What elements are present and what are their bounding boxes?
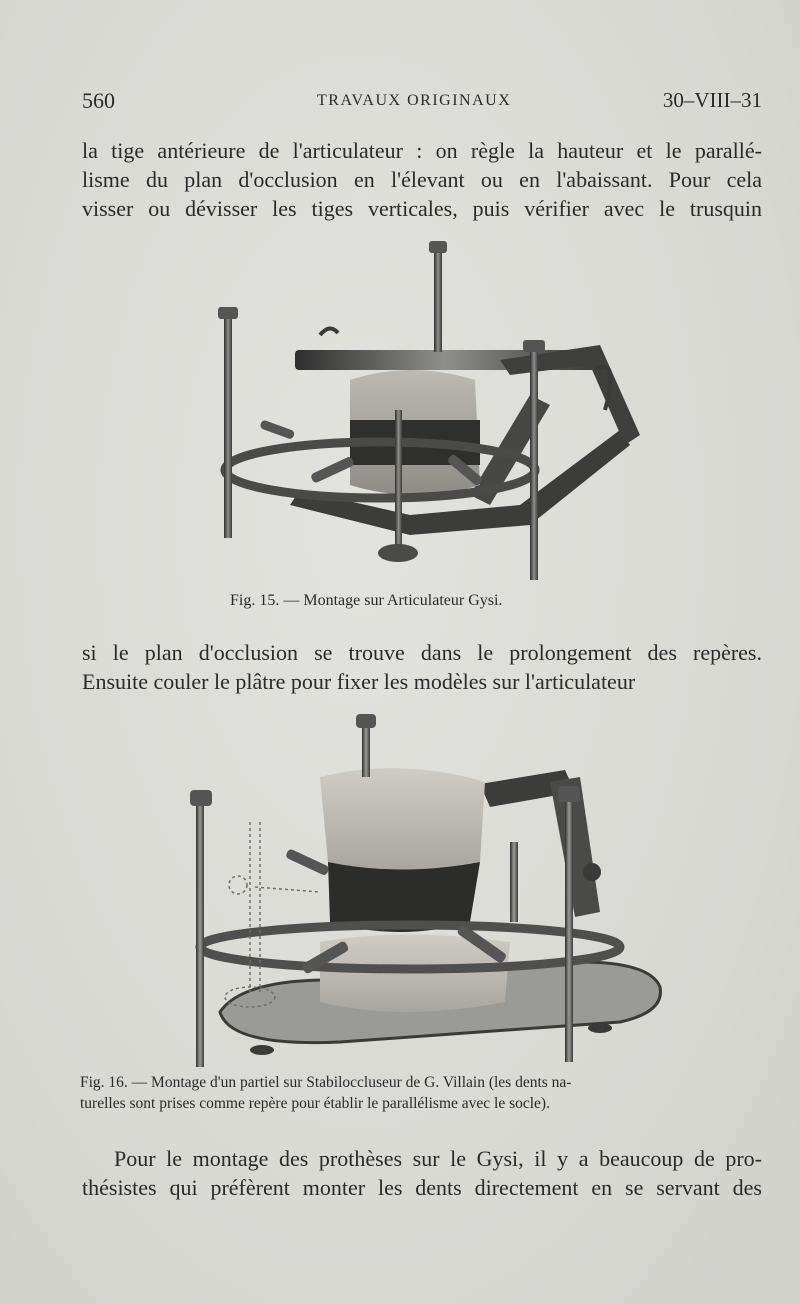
paragraph-2 [82,638,762,696]
text-line: lisme du plan d'occlusion en l'élevant ou en l'abaissant. Pour cela [82,167,762,192]
paragraph-3 [82,1144,762,1202]
text-line: Ensuite couler le plâtre pour fixer les modèles sur l'articulateur [82,669,636,694]
figure-15-caption: Fig. 15. — Montage sur Articulateur Gysi. [230,592,503,609]
page-number: 560 [82,88,115,113]
paragraph-1 [82,136,762,223]
text-line: Pour le montage des prothèses sur le Gysi, il y a beaucoup de pro- [114,1146,762,1171]
caption-line: Fig. 16. — Montage d'un partiel sur Stabiloccluseur de G. Villain (les dents na- [80,1074,572,1091]
figure-15-articulator-illustration [200,235,660,590]
text-line: visser ou dévisser les tiges verticales, puis vérifier avec le trusquin [82,196,762,221]
text-line: si le plan d'occlusion se trouve dans le prolongement des repères. [82,640,762,665]
text-line: la tige antérieure de l'articulateur : on règle la hauteur et le parallé- [82,138,762,163]
issue-date: 30–VIII–31 [662,88,762,112]
running-header [82,88,762,118]
running-title: TRAVAUX ORIGINAUX [317,92,512,109]
text-line: thésistes qui préfèrent monter les dents directement en se servant des [82,1175,762,1200]
caption-line: turelles sont prises comme repère pour établir le parallélisme avec le socle). [80,1095,550,1112]
figure-16-caption [80,1072,760,1114]
figure-16-stabiloccluseur-illustration [180,712,670,1072]
